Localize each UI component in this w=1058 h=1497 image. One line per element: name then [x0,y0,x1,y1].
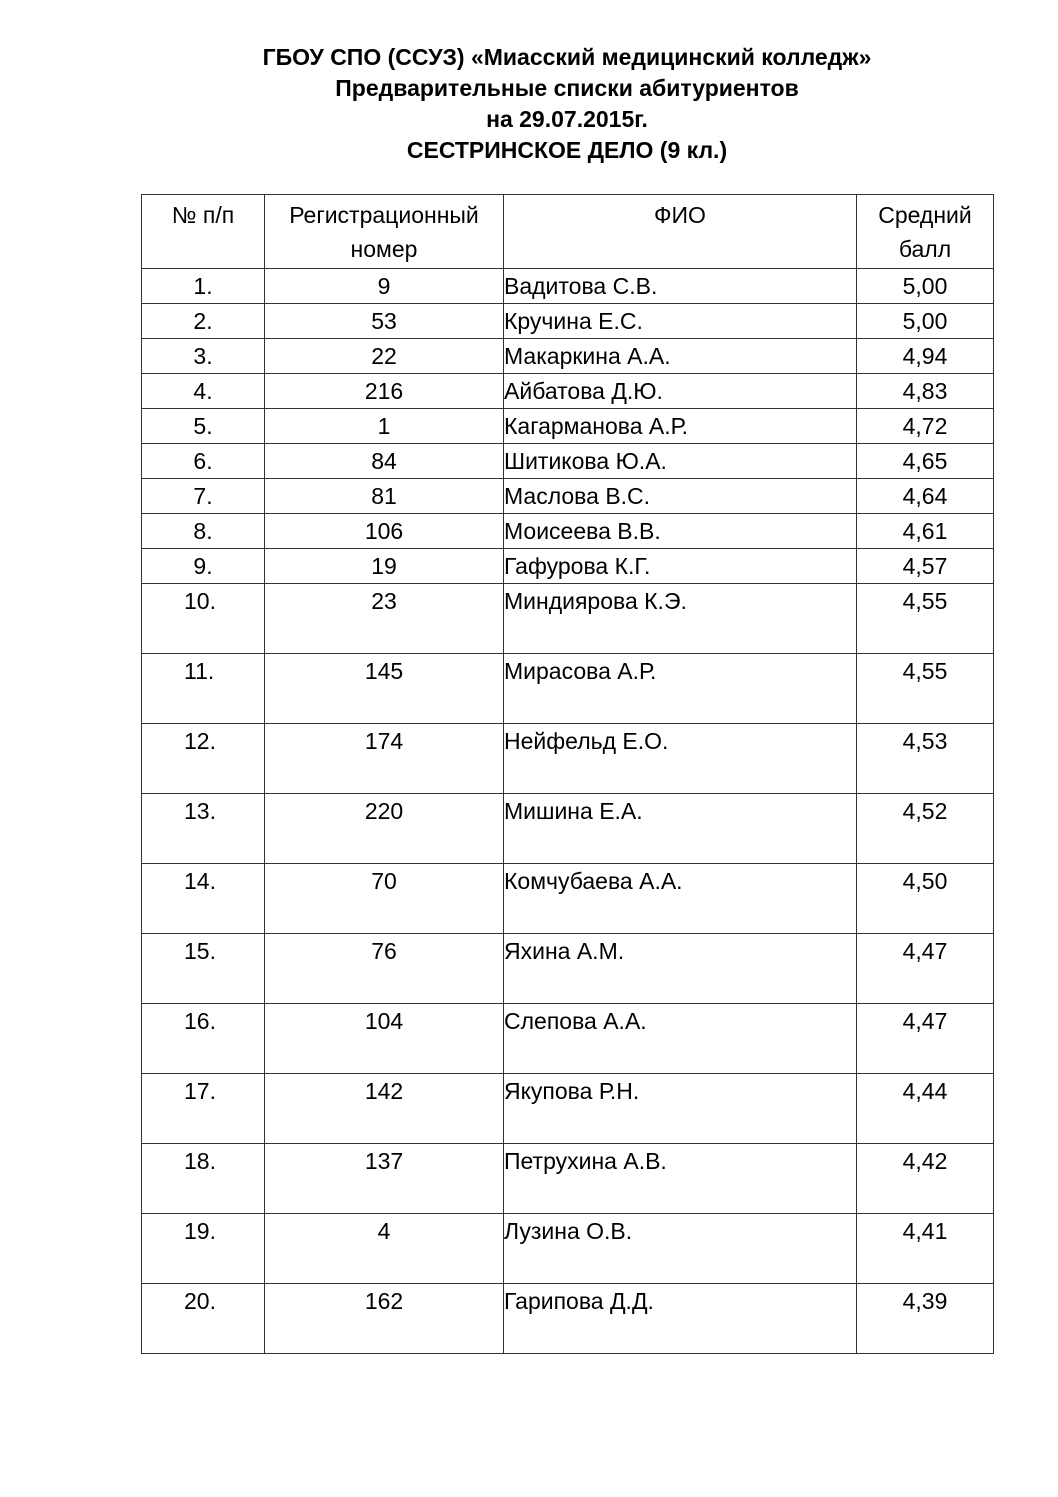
table-row [142,1004,994,1074]
cell-fio: Моисеева В.В. [504,514,857,549]
cell-fio: Гарипова Д.Д. [504,1284,857,1354]
cell-num: 10. [142,584,265,654]
cell-fio: Мишина Е.А. [504,794,857,864]
cell-reg: 84 [265,444,504,479]
cell-fio: Гафурова К.Г. [504,549,857,584]
cell-fio: Якупова Р.Н. [504,1074,857,1144]
table-row [142,269,994,304]
cell-reg: 174 [265,724,504,794]
column-header-reg: Регистрационный номер [265,195,504,269]
list-date: на 29.07.2015г. [486,106,648,132]
cell-num: 20. [142,1284,265,1354]
cell-reg: 4 [265,1214,504,1284]
cell-num: 14. [142,864,265,934]
cell-fio: Маслова В.С. [504,479,857,514]
cell-num: 15. [142,934,265,1004]
cell-num: 4. [142,374,265,409]
cell-num: 9. [142,549,265,584]
cell-score: 4,50 [857,864,994,934]
document-heading [0,42,1058,166]
table-body [142,269,994,1354]
cell-fio: Шитикова Ю.А. [504,444,857,479]
cell-reg: 81 [265,479,504,514]
cell-num: 3. [142,339,265,374]
cell-reg: 1 [265,409,504,444]
cell-fio: Макаркина А.А. [504,339,857,374]
cell-num: 2. [142,304,265,339]
cell-fio: Яхина А.М. [504,934,857,1004]
table-row [142,444,994,479]
cell-score: 4,42 [857,1144,994,1214]
table-header-row [142,195,994,269]
specialty-title: СЕСТРИНСКОЕ ДЕЛО (9 кл.) [406,137,728,163]
cell-num: 13. [142,794,265,864]
cell-fio: Айбатова Д.Ю. [504,374,857,409]
cell-reg: 162 [265,1284,504,1354]
table-row [142,549,994,584]
cell-fio: Вадитова С.В. [504,269,857,304]
table-row [142,374,994,409]
column-header-fio: ФИО [504,195,857,269]
cell-reg: 220 [265,794,504,864]
cell-score: 4,61 [857,514,994,549]
cell-num: 12. [142,724,265,794]
cell-reg: 106 [265,514,504,549]
column-header-num: № п/п [142,195,265,269]
cell-score: 4,44 [857,1074,994,1144]
cell-num: 17. [142,1074,265,1144]
cell-score: 4,57 [857,549,994,584]
list-title: Предварительные списки абитуриентов [335,75,799,101]
cell-fio: Кагарманова А.Р. [504,409,857,444]
table-row [142,304,994,339]
cell-score: 4,65 [857,444,994,479]
cell-score: 4,52 [857,794,994,864]
cell-reg: 19 [265,549,504,584]
cell-score: 4,47 [857,934,994,1004]
cell-score: 4,72 [857,409,994,444]
cell-reg: 216 [265,374,504,409]
cell-reg: 76 [265,934,504,1004]
cell-score: 4,64 [857,479,994,514]
table-row [142,1284,994,1354]
cell-score: 4,53 [857,724,994,794]
table-row [142,1214,994,1284]
table-row [142,1144,994,1214]
table-row [142,479,994,514]
cell-fio: Лузина О.В. [504,1214,857,1284]
table-row [142,339,994,374]
table-row [142,794,994,864]
cell-num: 1. [142,269,265,304]
institution-title: ГБОУ СПО (ССУЗ) «Миасский медицинский колледж» [262,44,872,70]
cell-fio: Комчубаева А.А. [504,864,857,934]
cell-num: 6. [142,444,265,479]
cell-reg: 22 [265,339,504,374]
cell-fio: Нейфельд Е.О. [504,724,857,794]
table-row [142,584,994,654]
cell-fio: Слепова А.А. [504,1004,857,1074]
cell-reg: 9 [265,269,504,304]
column-header-score: Средний балл [857,195,994,269]
applicants-table [141,194,994,1354]
table-row [142,409,994,444]
cell-score: 4,55 [857,584,994,654]
table-row [142,514,994,549]
table-row [142,724,994,794]
cell-num: 18. [142,1144,265,1214]
cell-fio: Мирасова А.Р. [504,654,857,724]
cell-num: 5. [142,409,265,444]
cell-num: 8. [142,514,265,549]
cell-num: 19. [142,1214,265,1284]
cell-score: 4,39 [857,1284,994,1354]
cell-score: 4,55 [857,654,994,724]
cell-reg: 23 [265,584,504,654]
cell-fio: Миндиярова К.Э. [504,584,857,654]
cell-reg: 142 [265,1074,504,1144]
cell-reg: 53 [265,304,504,339]
cell-reg: 70 [265,864,504,934]
table-row [142,1074,994,1144]
cell-num: 11. [142,654,265,724]
cell-reg: 137 [265,1144,504,1214]
cell-score: 5,00 [857,304,994,339]
cell-reg: 104 [265,1004,504,1074]
cell-score: 5,00 [857,269,994,304]
cell-score: 4,47 [857,1004,994,1074]
table-row [142,654,994,724]
table-row [142,864,994,934]
cell-num: 16. [142,1004,265,1074]
cell-fio: Кручина Е.С. [504,304,857,339]
cell-fio: Петрухина А.В. [504,1144,857,1214]
cell-score: 4,41 [857,1214,994,1284]
cell-reg: 145 [265,654,504,724]
cell-num: 7. [142,479,265,514]
cell-score: 4,83 [857,374,994,409]
table-row [142,934,994,1004]
cell-score: 4,94 [857,339,994,374]
